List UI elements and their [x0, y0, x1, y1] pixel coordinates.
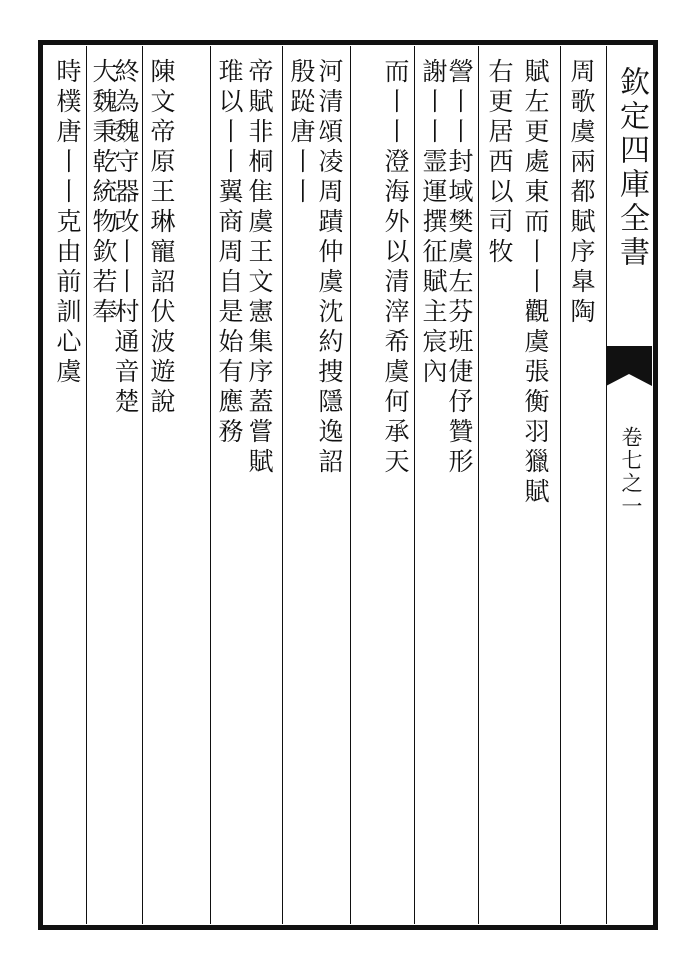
fish-tail-mark	[606, 346, 652, 406]
column-rule	[86, 46, 87, 924]
text-column: 陳文帝原王琳寵詔伏波遊說	[147, 58, 176, 418]
volume-label: 卷七之一	[619, 426, 643, 518]
page-margin-column	[606, 46, 652, 924]
column-rule	[210, 46, 211, 924]
text-column: 時樸唐丨丨克由前訓心虞	[53, 58, 82, 388]
column-rule	[414, 46, 415, 924]
text-column: 而丨丨澄海外以清滓希虞何承天	[381, 58, 410, 478]
column-rule	[142, 46, 143, 924]
column-rule	[350, 46, 351, 924]
column-rule	[606, 46, 607, 924]
text-column: 謝丨丨霊運撰征賦主宸內	[419, 58, 448, 388]
text-column: 河清頌凌周蹟仲虞沈約捜隱逸詔	[315, 58, 344, 478]
column-rule	[560, 46, 561, 924]
text-column: 周歌虞兩都賦序臯陶	[567, 58, 596, 328]
column-rule	[282, 46, 283, 924]
text-column: 謍丨丨封域樊虞左芬班倢伃贊形	[445, 58, 474, 478]
text-column: 右更居西以司牧	[485, 58, 514, 268]
text-column: 終為魏守器改丨丨村通音楚	[111, 58, 140, 418]
text-column: 琟以丨丨翼商周自是始有應務	[215, 58, 244, 448]
text-column: 賦左更處東而丨丨觀虞張衡羽獵賦	[521, 58, 550, 508]
book-title: 欽定四庫全書	[614, 66, 649, 270]
column-rule	[478, 46, 479, 924]
text-column: 大魏秉乾統物欽若奉	[89, 58, 118, 328]
text-column: 殷踨唐丨丨	[287, 58, 316, 208]
text-column: 帝賦非桐隹虞王文憲集序蓋嘗賦	[245, 58, 274, 478]
